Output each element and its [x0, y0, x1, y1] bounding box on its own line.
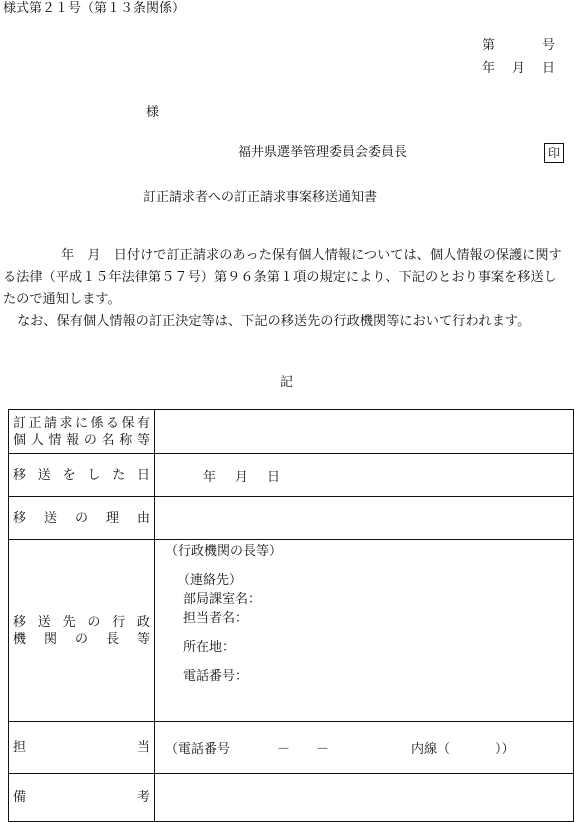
destination-head: （行政機関の長等） — [165, 544, 283, 559]
issuer-name: 福井県選挙管理委員会委員長 — [238, 145, 408, 160]
document-number-line: 第 号 — [482, 38, 558, 53]
notice-body — [3, 245, 569, 333]
notice-paragraph-2: なお、保有個人情報の訂正決定等は、下記の移送先の行政機関等において行われます。 — [17, 314, 531, 329]
seal-stamp-box: 印 — [544, 143, 564, 163]
table-row-info-name — [9, 410, 574, 454]
issue-date-line: 年 月 日 — [482, 61, 558, 76]
table-row-transfer-reason — [9, 497, 574, 540]
destination-phone: 電話番号： — [183, 669, 249, 684]
value-remarks[interactable] — [155, 774, 574, 822]
destination-person: 担当者名： — [183, 611, 249, 626]
ki-heading: 記 — [280, 375, 294, 390]
label-remarks: 備考 — [9, 774, 155, 822]
table-row-destination — [9, 540, 574, 722]
destination-address: 所在地： — [183, 640, 236, 655]
value-info-name[interactable] — [155, 410, 574, 454]
table-row-contact — [9, 722, 574, 774]
value-destination[interactable] — [155, 540, 574, 722]
value-transfer-reason[interactable] — [155, 497, 574, 540]
value-contact[interactable]: （電話番号 － － 内線（ ）） — [155, 722, 574, 774]
notice-paragraph-1: 年 月 日付けで訂正請求のあった保有個人情報については、個人情報の保護に関する法律（平成１５年法律第５７号）第９６条第１項の規定により、下記のとおり事案を移送したので通知します。 — [3, 248, 562, 307]
label-transfer-reason: 移送の理由 — [9, 497, 155, 540]
label-transfer-date: 移送をした日 — [9, 454, 155, 497]
label-contact: 担当 — [9, 722, 155, 774]
form-number-label: 様式第２１号（第１３条関係） — [3, 1, 186, 16]
label-info-name-line2: 個人情報の名称等 — [13, 432, 150, 448]
destination-dept: 部局課室名： — [183, 592, 262, 607]
destination-contact: （連絡先） — [177, 573, 243, 588]
addressee-suffix: 様 — [146, 105, 160, 120]
value-transfer-date[interactable]: 年 月 日 — [155, 454, 574, 497]
label-destination: 移送先の行政 機関の長等 — [9, 540, 155, 722]
label-info-name-line1: 訂正請求に係る保有 — [13, 415, 150, 431]
table-row-remarks — [9, 774, 574, 822]
table-row-transfer-date — [9, 454, 574, 497]
transfer-details-table — [8, 409, 574, 822]
label-info-name — [9, 410, 155, 454]
document-title: 訂正請求者への訂正請求事案移送通知書 — [143, 190, 378, 205]
